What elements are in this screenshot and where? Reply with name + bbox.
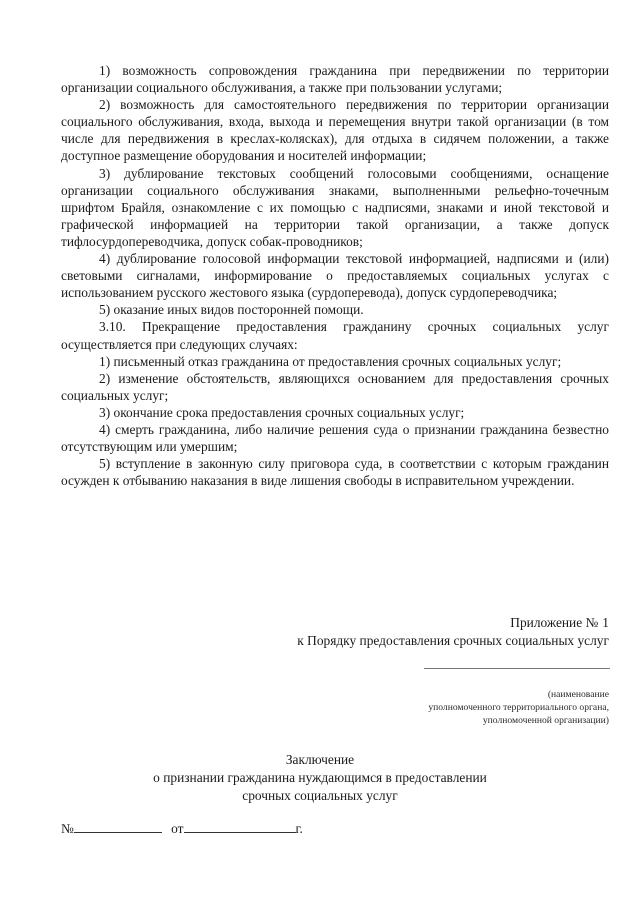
paragraph: 5) оказание иных видов посторонней помощи. — [99, 302, 364, 318]
conclusion-title: Заключение — [285, 752, 355, 767]
caption-line: (наименование — [547, 689, 609, 700]
document-number-line — [61, 820, 303, 837]
paragraph: 1) возможность сопровождения гражданина при передвижении по территории организации социального обслуживания, а также при пользовании услугами; — [61, 63, 609, 96]
paragraph: 1) письменный отказ гражданина от предоставления срочных социальных услуг; — [99, 353, 562, 369]
caption-line: уполномоченного территориального органа, — [428, 702, 609, 713]
number-label: № — [61, 821, 74, 836]
appendix-number: 1 — [602, 615, 609, 630]
paragraph: 2) изменение обстоятельств, являющихся основанием для предоставления срочных социальных услуг; — [61, 370, 609, 403]
authority-name-lines — [424, 668, 610, 682]
appendix-header — [297, 614, 609, 650]
paragraph: 4) смерть гражданина, либо наличие решения суда о признании гражданина безвестно отсутствующим или умершим; — [61, 421, 609, 455]
appendix-label-line — [297, 614, 609, 632]
number-blank — [74, 820, 162, 833]
blank-line — [424, 668, 610, 669]
paragraph: 3.10. Прекращение предоставления гражданину срочных социальных услуг осуществляется при следующих случаях: — [61, 319, 609, 352]
year-suffix: г. — [295, 821, 303, 836]
paragraph: 2) возможность для самостоятельного передвижения по территории организации социального обслуживания, входа, выхода и перемещения внутри такой организации (в том числе для передвижения в креслах-колясках), для отдыха в сидячем положении, а также доступное размещение оборудования и носителей информации; — [61, 97, 609, 164]
paragraph: 4) дублирование голосовой информации текстовой информацией, надписями и (или) световыми сигналами, информирование о предоставляемых социальных услугах с использованием русского жестового языка (сурдоперевода), допуск сурдопереводчика; — [61, 251, 609, 301]
body-text — [61, 62, 609, 489]
paragraph: 3) дублирование текстовых сообщений голосовыми сообщениями, оснащение организации социального обслуживания знаками, выполненными рельефно-точечным шрифтом Брайля, ознакомление с их помощью с надписями, знаками и иной текстовой и графической информацией на территории такой организации, а также допуск тифлосурдопереводчика, допуск собак-проводников; — [61, 165, 609, 249]
appendix-label: Приложение № — [510, 615, 599, 630]
conclusion-title-block — [0, 751, 640, 805]
date-blank — [184, 820, 296, 833]
appendix-subtitle: к Порядку предоставления срочных социальных услуг — [297, 633, 609, 648]
authority-caption — [428, 688, 609, 727]
paragraph: 5) вступление в законную силу приговора суда, в соответствии с которым гражданин осужден к отбыванию наказания в виде лишения свободы в исправительном учреждении. — [61, 456, 609, 489]
conclusion-subtitle: срочных социальных услуг — [242, 788, 398, 803]
conclusion-subtitle: о признании гражданина нуждающимся в предоставлении — [153, 770, 487, 785]
paragraph: 3) окончание срока предоставления срочных социальных услуг; — [99, 404, 465, 420]
date-label: от — [171, 821, 184, 836]
caption-line: уполномоченной организации) — [482, 715, 609, 726]
